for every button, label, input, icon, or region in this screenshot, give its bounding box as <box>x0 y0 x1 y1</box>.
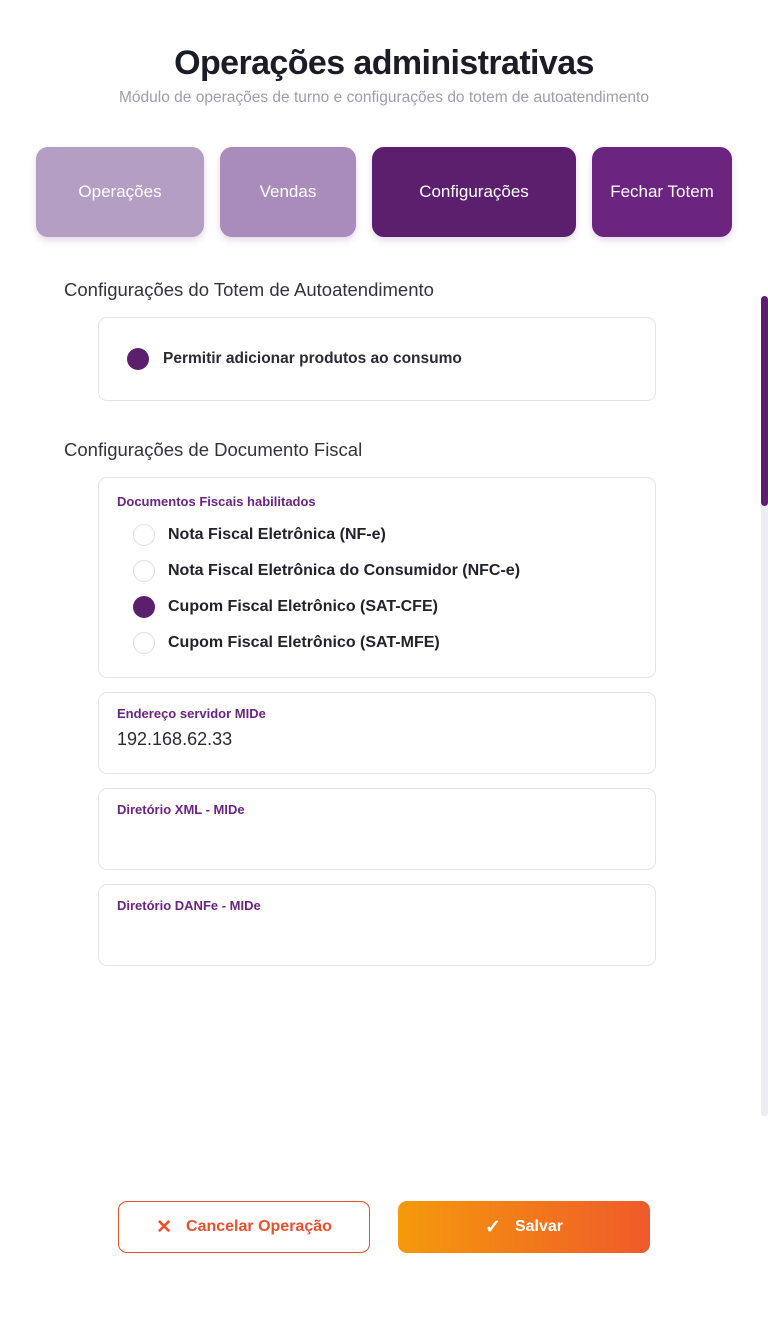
field-legend: Endereço servidor MIDe <box>117 706 266 721</box>
check-icon: ✓ <box>485 1216 501 1238</box>
footer-actions <box>0 1201 768 1253</box>
close-icon: ✕ <box>156 1216 173 1238</box>
option-nfce[interactable] <box>117 553 637 589</box>
field-diretorio-xml-mide[interactable] <box>98 788 656 870</box>
tab-configuracoes[interactable]: Configurações <box>372 147 576 237</box>
field-legend: Diretório XML - MIDe <box>117 802 245 817</box>
toggle-label: Permitir adicionar produtos ao consumo <box>163 350 462 367</box>
cancel-operation-button[interactable] <box>118 1201 370 1253</box>
endereco-servidor-mide-input[interactable]: 192.168.62.33 <box>117 729 233 749</box>
diretorio-xml-mide-input[interactable] <box>117 825 637 849</box>
page-title: Operações administrativas <box>174 44 594 82</box>
field-legend: Diretório DANFe - MIDe <box>117 898 261 913</box>
page-header <box>0 0 768 107</box>
option-sat-mfe[interactable] <box>117 625 637 661</box>
option-nfe[interactable] <box>117 517 637 553</box>
radio-on-icon[interactable] <box>127 348 149 370</box>
option-sat-cfe[interactable] <box>117 589 637 625</box>
tab-vendas[interactable]: Vendas <box>220 147 356 237</box>
tab-operacoes[interactable]: Operações <box>36 147 204 237</box>
page-subtitle: Módulo de operações de turno e configurações do totem de autoatendimento <box>119 89 649 106</box>
option-label: Nota Fiscal Eletrônica do Consumidor (NFC-e) <box>168 562 521 579</box>
radio-off-icon[interactable] <box>133 560 155 582</box>
cancel-button-label: Cancelar Operação <box>186 1218 332 1235</box>
field-diretorio-danfe-mide[interactable] <box>98 884 656 966</box>
option-label: Nota Fiscal Eletrônica (NF-e) <box>168 526 386 543</box>
save-button[interactable] <box>398 1201 650 1253</box>
fiscal-documents-card <box>98 477 656 678</box>
fiscal-section-title: Configurações de Documento Fiscal <box>64 439 363 460</box>
radio-off-icon[interactable] <box>133 632 155 654</box>
option-label: Cupom Fiscal Eletrônico (SAT-MFE) <box>168 634 440 651</box>
radio-off-icon[interactable] <box>133 524 155 546</box>
totem-section-title: Configurações do Totem de Autoatendimento <box>64 279 434 300</box>
tab-bar <box>0 147 768 237</box>
scrollbar-thumb[interactable] <box>761 296 768 506</box>
radio-on-icon[interactable] <box>133 596 155 618</box>
totem-settings-card <box>98 317 656 401</box>
tab-fechar-totem[interactable]: Fechar Totem <box>592 147 732 237</box>
option-label: Cupom Fiscal Eletrônico (SAT-CFE) <box>168 598 438 615</box>
settings-panel <box>0 279 768 966</box>
field-endereco-servidor-mide[interactable] <box>98 692 656 774</box>
toggle-permitir-adicionar-produtos[interactable] <box>117 334 637 384</box>
diretorio-danfe-mide-input[interactable] <box>117 921 637 945</box>
save-button-label: Salvar <box>514 1218 563 1235</box>
fiscal-documents-legend: Documentos Fiscais habilitados <box>117 494 316 509</box>
